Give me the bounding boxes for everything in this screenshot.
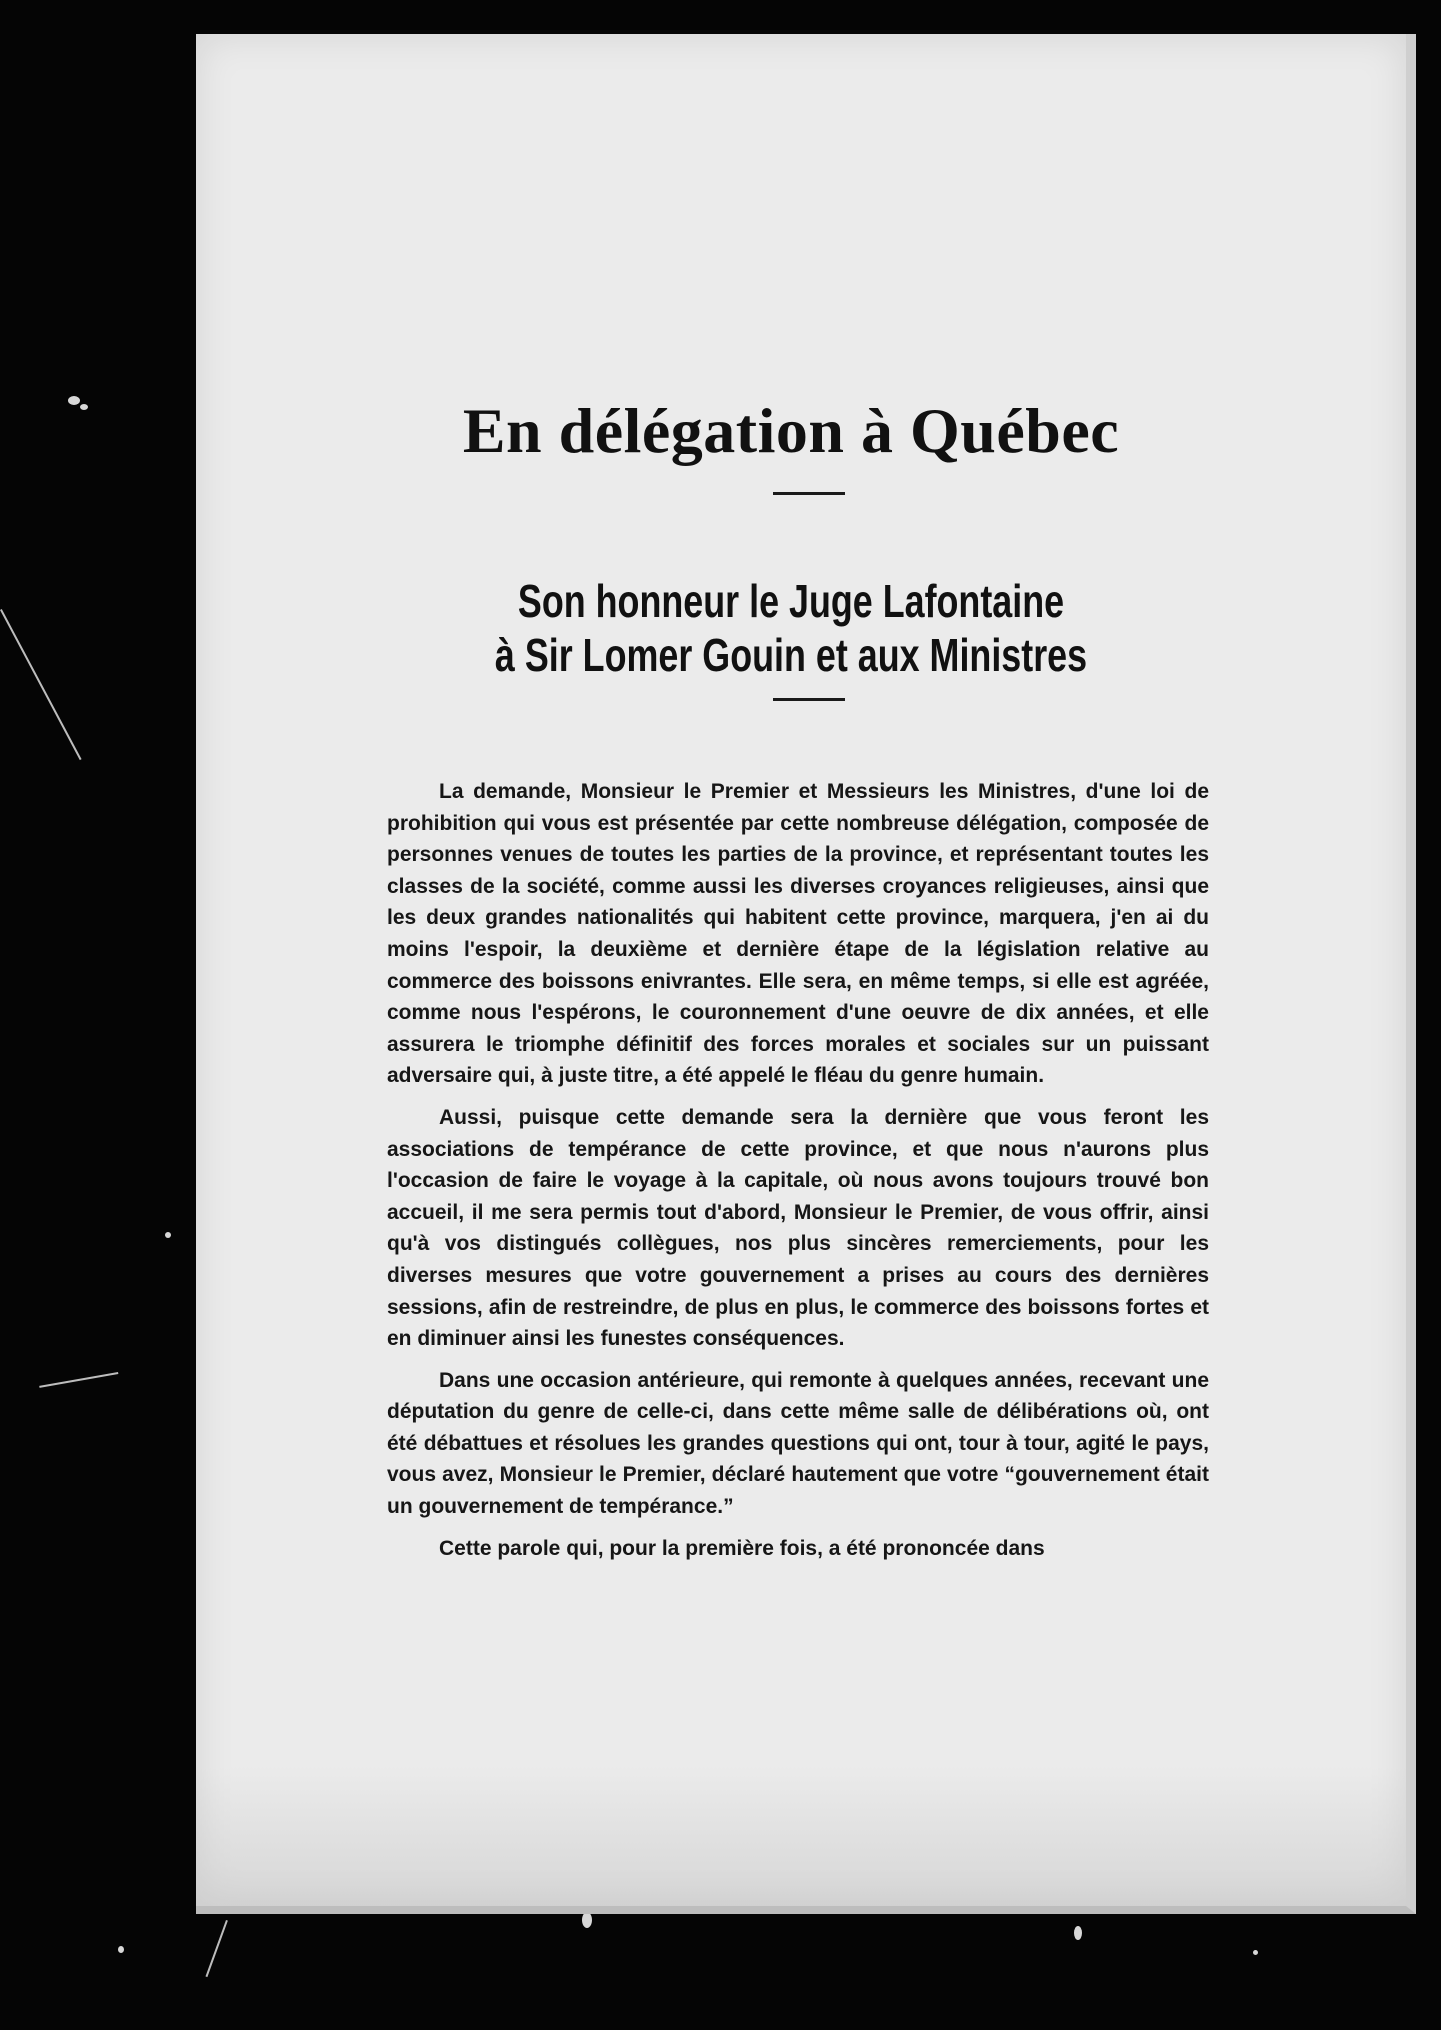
paragraph-4: Cette parole qui, pour la première fois, a été prononcée dans bbox=[439, 1536, 1045, 1560]
paragraph-2: Aussi, puisque cette demande sera la dernière que vous feront les associations de tempérance de cette province, et que nous n'aurons plus l'occasion de faire le voyage à la capitale, où nous avons toujours trouvé bon accueil, il me sera permis tout d'abord, Monsieur le Premier, de vous offrir, ainsi qu'à vos distingués collègues, nos plus sincères remerciements, pour les diverses mesures que votre gouvernement a prises au cours des dernières sessions, afin de restreindre, de plus en plus, le commerce des boissons fortes et en diminuer ainsi les funestes conséquences. bbox=[387, 1105, 1209, 1351]
title-divider bbox=[773, 492, 845, 495]
scan-speck bbox=[68, 396, 80, 405]
scan-speck bbox=[80, 404, 88, 410]
scan-speck bbox=[1253, 1950, 1258, 1955]
paragraph-1: La demande, Monsieur le Premier et Messieurs les Ministres, d'une loi de prohibition qui vous est présentée par cette nombreuse délégation, composée de personnes venues de toutes les parties de la province, et représentant toutes les classes de la société, comme aussi les diverses croyances religieuses, ainsi que les deux grandes nationalités qui habitent cette province, marquera, j'en ai du moins l'espoir, la deuxième et dernière étape de la législation relative au commerce des boissons enivrantes. Elle sera, en même temps, si elle est agréée, comme nous l'espérons, le couronnement d'une oeuvre de dix années, et elle assurera le triomphe définitif des forces morales et sociales sur un puissant adversaire qui, à juste titre, a été appelé le fléau du genre humain. bbox=[387, 780, 1209, 1088]
scan-speck bbox=[582, 1912, 592, 1928]
subtitle-divider bbox=[773, 698, 845, 701]
paragraph-3: Dans une occasion antérieure, qui remonte à quelques années, recevant une députation du genre de celle-ci, dans cette même salle de délibérations où, ont été débattues et résolues les grandes questions qui ont, tour à tour, agité le pays, vous avez, Monsieur le Premier, déclaré hautement que votre “gouvernement était un gouvernement de tempérance.” bbox=[387, 1368, 1209, 1519]
document-body bbox=[387, 776, 1209, 1564]
scan-speck bbox=[1074, 1926, 1082, 1940]
document-subtitle bbox=[327, 574, 1255, 682]
document-page bbox=[196, 34, 1416, 1914]
subtitle-line-2: à Sir Lomer Gouin et aux Ministres bbox=[494, 629, 1088, 681]
page-bottom-grain bbox=[196, 1766, 1406, 1906]
scan-speck bbox=[165, 1232, 171, 1238]
subtitle-line-1: Son honneur le Juge Lafontaine bbox=[517, 575, 1065, 627]
scan-speck bbox=[118, 1946, 124, 1953]
document-title: En délégation à Québec bbox=[462, 395, 1120, 466]
